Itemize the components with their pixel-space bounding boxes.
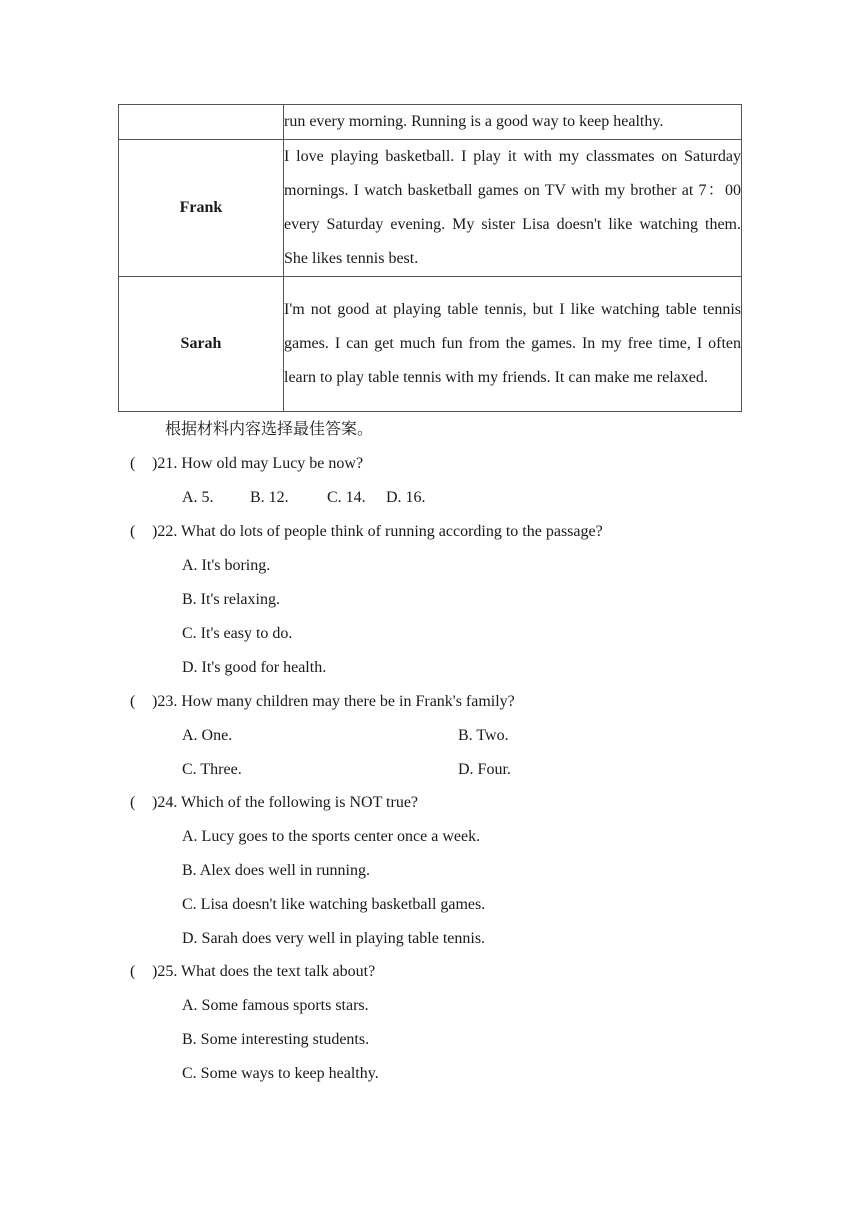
option: A. Some famous sports stars. [182,997,369,1014]
option: A. It's boring. [182,557,271,574]
option: D. Sarah does very well in playing table tennis. [182,930,486,947]
option: A. Lucy goes to the sports center once a week. [182,828,481,845]
answer-blank[interactable]: ( [130,523,136,540]
question-text: )25. What does the text talk about? [152,963,376,980]
option: B. 12. [250,489,289,506]
table-row [119,140,742,277]
table-row [119,105,742,140]
question-text: )21. How old may Lucy be now? [152,455,364,472]
option: C. Lisa doesn't like watching basketball games. [182,896,486,913]
question-text: )22. What do lots of people think of running according to the passage? [152,523,603,540]
option: A. One. [182,727,233,744]
text-cell: I'm not good at playing table tennis, but I like watching table tennis games. I can get much fun from the games. In my free time, I often learn to play table tennis with my friends. It can make me relaxed. [284,277,742,412]
option: C. 14. [327,489,366,506]
option: C. It's easy to do. [182,625,293,642]
question-24 [130,791,418,815]
instruction: 根据材料内容选择最佳答案。 [165,421,374,438]
option: B. Some interesting students. [182,1031,370,1048]
question-25 [130,960,375,984]
question-23 [130,690,515,714]
option: D. Four. [458,761,511,778]
name-cell [119,105,284,140]
question-text: )23. How many children may there be in Frank's family? [152,693,515,710]
option: C. Some ways to keep healthy. [182,1065,379,1082]
text-cell: run every morning. Running is a good way to keep healthy. [284,105,742,140]
table-row [119,277,742,412]
name-cell: Frank [119,140,284,277]
name-cell: Sarah [119,277,284,412]
option: A. 5. [182,489,214,506]
text-cell: I love playing basketball. I play it with my classmates on Saturday mornings. I watch basketball games on TV with my brother at 7：00 every Saturday evening. My sister Lisa doesn't like watching them. She likes tennis best. [284,140,742,277]
question-21 [130,452,363,476]
option: D. It's good for health. [182,659,327,676]
option: B. Two. [458,727,509,744]
option: B. It's relaxing. [182,591,280,608]
question-text: )24. Which of the following is NOT true? [152,794,419,811]
answer-blank[interactable]: ( [130,693,136,710]
option: C. Three. [182,761,242,778]
answer-blank[interactable]: ( [130,963,136,980]
answer-blank[interactable]: ( [130,455,136,472]
answer-blank[interactable]: ( [130,794,136,811]
passage-table [118,104,742,412]
option: D. 16. [386,489,426,506]
question-22 [130,520,603,544]
option: B. Alex does well in running. [182,862,370,879]
